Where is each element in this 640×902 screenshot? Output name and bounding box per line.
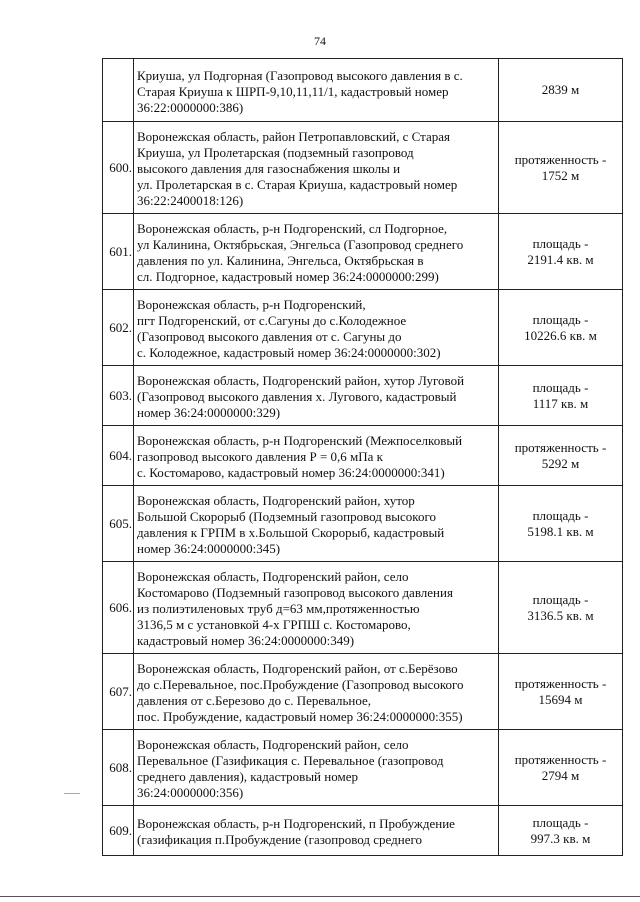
row-number: 605. — [103, 486, 134, 562]
row-description — [134, 59, 499, 122]
table-row — [103, 562, 623, 654]
value-line: протяженность - — [514, 751, 607, 767]
value-line: 10226.6 кв. м — [524, 327, 597, 343]
description-line: Воронежская область, Подгоренский район, село — [137, 737, 409, 752]
row-description — [134, 122, 499, 214]
value-line: 1117 кв. м — [532, 395, 589, 411]
value-line: протяженность - — [514, 151, 607, 167]
description-line: с. Колодежное, кадастровый номер 36:24:0000000:302) — [137, 345, 441, 360]
description-line: ул Калинина, Октябрьская, Энгельса (Газопровод среднего — [137, 237, 464, 252]
row-number: 601. — [103, 214, 134, 290]
description-line: среднего давления), кадастровый номер — [137, 769, 358, 784]
description-line: Воронежская область, район Петропавловский, с Старая — [137, 129, 451, 144]
description-line: Криуша, ул Пролетарская (подземный газопровод — [137, 145, 414, 160]
row-value — [499, 122, 623, 214]
row-number: 600. — [103, 122, 134, 214]
description-line: давления от с.Березово до с. Перевальное, — [137, 693, 372, 708]
description-line: Воронежская область, р-н Подгоренский, п Пробуждение — [137, 816, 455, 831]
description-line: из полиэтиленовых труб д=63 мм,протяженностью — [137, 601, 420, 616]
description-line: Воронежская область, Подгоренский район, хутор — [137, 493, 415, 508]
page-bottom-line — [0, 896, 640, 897]
margin-mark — [64, 793, 80, 794]
row-value — [499, 59, 623, 122]
table-row — [103, 366, 623, 426]
table-row — [103, 730, 623, 806]
table-row — [103, 59, 623, 122]
value-line: 2191.4 кв. м — [527, 251, 594, 267]
value-line: протяженность - — [514, 439, 607, 455]
value-line: 3136.5 кв. м — [527, 607, 594, 623]
value-line: 1752 м — [541, 167, 580, 183]
row-value — [499, 654, 623, 730]
description-line: Воронежская область, Подгоренский район, хутор Луговой — [137, 373, 465, 388]
description-line: ул. Пролетарская в с. Старая Криуша, кадастровый номер — [137, 177, 458, 192]
row-number: 602. — [103, 290, 134, 366]
value-line: 5292 м — [541, 455, 580, 471]
description-line: Воронежская область, Подгоренский район, от с.Берёзово — [137, 661, 458, 676]
value-line: площадь - — [532, 379, 589, 395]
table-row — [103, 122, 623, 214]
description-line: газопровод высокого давления Р = 0,6 мПа к — [137, 449, 383, 464]
table-row — [103, 214, 623, 290]
description-line: Большой Скорорыб (Подземный газопровод высокого — [137, 509, 436, 524]
row-number: 607. — [103, 654, 134, 730]
row-value — [499, 214, 623, 290]
row-value — [499, 562, 623, 654]
description-line: высокого давления для газоснабжения школы и — [137, 161, 401, 176]
description-line: 36:22:2400018:126) — [137, 193, 244, 208]
row-description — [134, 426, 499, 486]
table-body — [103, 59, 623, 856]
description-line: до с.Перевальное, пос.Пробуждение (Газопровод высокого — [137, 677, 464, 692]
value-line: 2839 м — [541, 82, 580, 97]
value-line: площадь - — [532, 814, 589, 830]
description-line: (Газопровод высокого давления от с. Сагуны до — [137, 329, 402, 344]
description-line: (Газопровод высокого давления х. Лугового, кадастровый — [137, 389, 457, 404]
value-line: площадь - — [532, 235, 589, 251]
description-line: Воронежская область, р-н Подгоренский, сл Подгорное, — [137, 221, 448, 236]
row-description — [134, 730, 499, 806]
value-line: площадь - — [532, 591, 589, 607]
row-number — [103, 59, 134, 122]
row-number: 609. — [103, 806, 134, 856]
row-number: 603. — [103, 366, 134, 426]
value-line: 997.3 кв. м — [530, 830, 591, 846]
value-line: площадь - — [532, 311, 589, 327]
description-line: 36:24:0000000:356) — [137, 785, 244, 800]
value-line: 5198.1 кв. м — [527, 523, 594, 539]
row-description — [134, 290, 499, 366]
description-line: (газификация п.Пробуждение (газопровод среднего — [137, 832, 422, 847]
row-description — [134, 562, 499, 654]
description-line: давления по ул. Калинина, Энгельса, Октябрьская в — [137, 253, 424, 268]
description-line: кадастровый номер 36:24:0000000:349) — [137, 633, 355, 648]
description-line: сл. Подгорное, кадастровый номер 36:24:0000000:299) — [137, 269, 439, 284]
description-line: пос. Пробуждение, кадастровый номер 36:24:0000000:355) — [137, 709, 463, 724]
description-line: Костомарово (Подземный газопровод высокого давления — [137, 585, 453, 600]
table-row — [103, 654, 623, 730]
table-row — [103, 290, 623, 366]
value-line: протяженность - — [514, 675, 607, 691]
row-description — [134, 366, 499, 426]
value-line: площадь - — [532, 507, 589, 523]
row-value — [499, 366, 623, 426]
description-line: номер 36:24:0000000:345) — [137, 541, 281, 556]
value-line: 15694 м — [538, 691, 583, 707]
row-description — [134, 486, 499, 562]
row-description — [134, 806, 499, 856]
row-description — [134, 214, 499, 290]
description-line: Воронежская область, Подгоренский район, село — [137, 569, 409, 584]
description-line: номер 36:24:0000000:329) — [137, 405, 281, 420]
row-value — [499, 730, 623, 806]
description-line: Старая Криуша к ШРП-9,10,11,11/1, кадастровый номер — [137, 83, 449, 99]
description-line: 36:22:0000000:386) — [137, 99, 244, 115]
table-row — [103, 486, 623, 562]
property-table — [102, 58, 623, 856]
row-number: 606. — [103, 562, 134, 654]
value-line: 2794 м — [541, 767, 580, 783]
row-description — [134, 654, 499, 730]
description-line: с. Костомарово, кадастровый номер 36:24:0000000:341) — [137, 465, 445, 480]
description-line: 3136,5 м с установкой 4-х ГРПШ с. Костомарово, — [137, 617, 411, 632]
description-line: пгт Подгоренский, от с.Сагуны до с.Колодежное — [137, 313, 407, 328]
row-value — [499, 290, 623, 366]
description-line: Воронежская область, р-н Подгоренский, — [137, 297, 366, 312]
description-line: Криуша, ул Подгорная (Газопровод высокого давления в с. — [137, 67, 463, 83]
page-number: 74 — [314, 34, 326, 48]
description-line: Перевальное (Газификация с. Перевальное (газопровод — [137, 753, 444, 768]
row-number: 604. — [103, 426, 134, 486]
row-number: 608. — [103, 730, 134, 806]
table-row — [103, 806, 623, 856]
row-value — [499, 486, 623, 562]
row-value — [499, 426, 623, 486]
row-value — [499, 806, 623, 856]
table-row — [103, 426, 623, 486]
description-line: давления к ГРПМ в х.Большой Скорорыб, кадастровый — [137, 525, 445, 540]
description-line: Воронежская область, р-н Подгоренский (Межпоселковый — [137, 433, 463, 448]
